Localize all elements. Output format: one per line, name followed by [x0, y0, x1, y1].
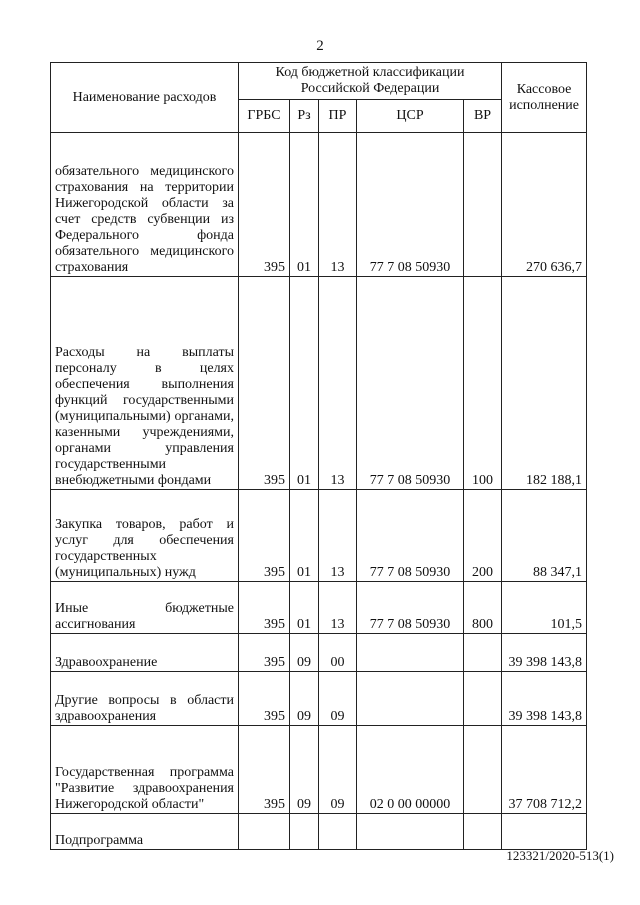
- table-row: [51, 814, 587, 850]
- row-rz: 01: [290, 277, 319, 490]
- row-csr: 77 7 08 50930: [357, 277, 464, 490]
- row-csr: 77 7 08 50930: [357, 133, 464, 277]
- row-csr: [357, 814, 464, 850]
- header-pr: ПР: [319, 100, 357, 133]
- table-row: [51, 634, 587, 672]
- row-vr: 100: [464, 277, 502, 490]
- row-name: обязательного медицинского страхования на территории Нижегородской области за счет средств субвенции из Федерального фонда обязательного медицинского страхования: [51, 133, 239, 277]
- row-grbs: 395: [239, 672, 290, 726]
- row-rz: 01: [290, 490, 319, 582]
- table-row: [51, 490, 587, 582]
- row-vr: [464, 726, 502, 814]
- row-amount: 39 398 143,8: [502, 672, 587, 726]
- table-row: [51, 726, 587, 814]
- header-name: Наименование расходов: [51, 63, 239, 133]
- row-vr: [464, 634, 502, 672]
- row-pr: 13: [319, 133, 357, 277]
- row-name: Государственная программа "Развитие здравоохранения Нижегородской области": [51, 726, 239, 814]
- row-name: Иные бюджетные ассигнования: [51, 582, 239, 634]
- row-vr: 200: [464, 490, 502, 582]
- row-name: Здравоохранение: [51, 634, 239, 672]
- row-pr: 13: [319, 490, 357, 582]
- row-name: Расходы на выплаты персоналу в целях обеспечения выполнения функций государственными (муниципальными) органами, казенными учреждениями, органами управления государственными внебюджетными фондами: [51, 277, 239, 490]
- row-rz: 09: [290, 726, 319, 814]
- row-pr: 00: [319, 634, 357, 672]
- row-pr: 13: [319, 582, 357, 634]
- budget-table: [50, 62, 587, 850]
- row-rz: [290, 814, 319, 850]
- header-code-group: Код бюджетной классификации Российской Федерации: [239, 63, 502, 100]
- row-vr: 800: [464, 582, 502, 634]
- header-vr: ВР: [464, 100, 502, 133]
- row-csr: [357, 672, 464, 726]
- row-rz: 01: [290, 582, 319, 634]
- row-grbs: [239, 814, 290, 850]
- header-grbs: ГРБС: [239, 100, 290, 133]
- row-pr: 13: [319, 277, 357, 490]
- row-csr: 77 7 08 50930: [357, 582, 464, 634]
- row-grbs: 395: [239, 634, 290, 672]
- row-pr: 09: [319, 726, 357, 814]
- row-name: Подпрограмма: [51, 814, 239, 850]
- row-rz: 09: [290, 634, 319, 672]
- header-execution: Кассовое исполнение: [502, 63, 587, 133]
- row-vr: [464, 133, 502, 277]
- row-amount: 88 347,1: [502, 490, 587, 582]
- row-vr: [464, 814, 502, 850]
- row-grbs: 395: [239, 726, 290, 814]
- row-csr: 02 0 00 00000: [357, 726, 464, 814]
- row-rz: 09: [290, 672, 319, 726]
- row-grbs: 395: [239, 490, 290, 582]
- table-row: [51, 672, 587, 726]
- row-amount: 182 188,1: [502, 277, 587, 490]
- row-csr: 77 7 08 50930: [357, 490, 464, 582]
- row-amount: 39 398 143,8: [502, 634, 587, 672]
- row-csr: [357, 634, 464, 672]
- row-grbs: 395: [239, 582, 290, 634]
- row-pr: [319, 814, 357, 850]
- table-row: [51, 277, 587, 490]
- row-amount: 37 708 712,2: [502, 726, 587, 814]
- row-grbs: 395: [239, 133, 290, 277]
- row-amount: [502, 814, 587, 850]
- row-rz: 01: [290, 133, 319, 277]
- row-name: Другие вопросы в области здравоохранения: [51, 672, 239, 726]
- table-row: [51, 133, 587, 277]
- page-number: 2: [316, 38, 324, 54]
- row-amount: 270 636,7: [502, 133, 587, 277]
- document-code: 123321/2020-513(1): [506, 848, 614, 863]
- header-csr: ЦСР: [357, 100, 464, 133]
- row-name: Закупка товаров, работ и услуг для обеспечения государственных (муниципальных) нужд: [51, 490, 239, 582]
- row-pr: 09: [319, 672, 357, 726]
- table-row: [51, 582, 587, 634]
- row-grbs: 395: [239, 277, 290, 490]
- row-amount: 101,5: [502, 582, 587, 634]
- row-vr: [464, 672, 502, 726]
- header-rz: Рз: [290, 100, 319, 133]
